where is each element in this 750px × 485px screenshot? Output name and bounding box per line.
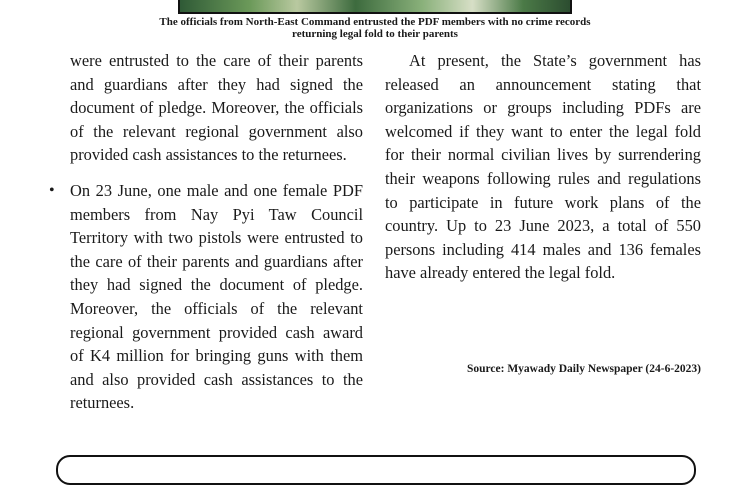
- bullet-paragraph: On 23 June, one male and one female PDF members from Nay Pyi Taw Council Territory with two pistols were entrusted to the care of their parents and guardians after they had signed the document of pledge. Moreover, the officials of the relevant regional government provided cash award of K4 million for bringing guns with them and also provided cash assistances to the returnees.: [70, 180, 363, 413]
- left-column: [49, 49, 363, 415]
- left-paragraph-continued: were entrusted to the care of their parents and guardians after they had signed the document of pledge. Moreover, the officials of the relevant regional government also provided cash assistances to the returnees.: [70, 51, 363, 165]
- bullet-icon: •: [49, 181, 55, 199]
- photo-bottom-edge: [178, 0, 572, 14]
- photo-caption: [60, 16, 690, 40]
- bullet-item: [49, 179, 363, 415]
- caption-line-1: The officials from North-East Command entrusted the PDF members with no crime records: [159, 16, 591, 28]
- source-citation: Source: Myawady Daily Newspaper (24-6-2023): [466, 363, 701, 375]
- right-paragraph: At present, the State’s government has released an announcement stating that organizations or groups including PDFs are welcomed if they want to enter the legal fold for their normal civilian lives by surrendering their weapons following rules and regulations to participate in future work plans of the country. Up to 23 June 2023, a total of 550 persons including 414 males and 136 females have already entered the legal fold.: [385, 51, 701, 283]
- caption-line-2: returning legal fold to their parents: [292, 28, 458, 40]
- right-column: [385, 49, 701, 285]
